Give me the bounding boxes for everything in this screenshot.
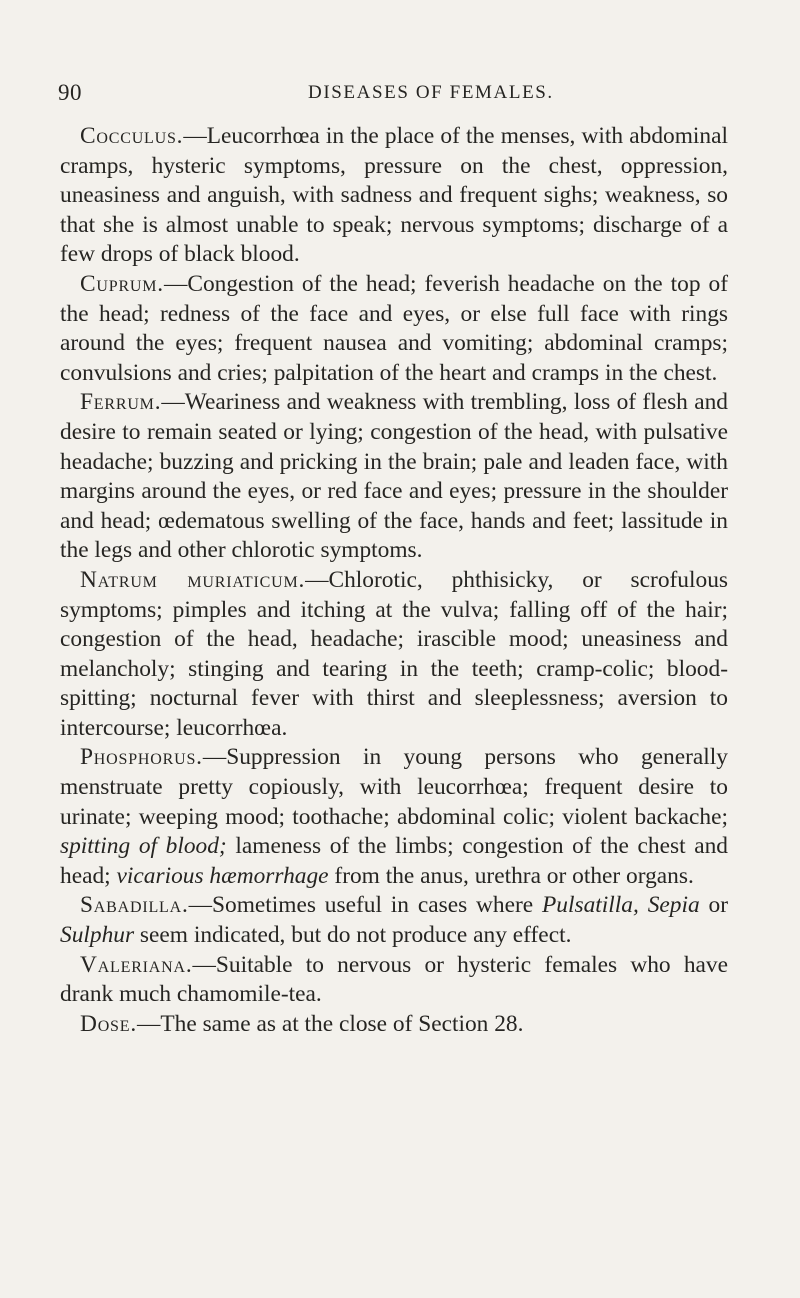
running-head: DISEASES OF FEMALES. xyxy=(308,82,554,103)
entry-text: —Suitable to nervous or hysteric females who have drank much chamomile-tea. xyxy=(60,951,728,1008)
entry-dose xyxy=(60,1010,728,1040)
entry-text: from the anus, urethra or other organs. xyxy=(328,862,694,889)
entry-text: —Weariness and weakness with trembling, loss of flesh and desire to remain seated or lying; congestion of the head, with pulsative headache; buzzing and pricking in the brain; pale and leaden face, with margins around the eyes, or red face and eyes; pressure in the shoulder and head; œdematous swelling of the face, hands and feet; lassitude in the legs and other chlorotic symptoms. xyxy=(60,389,728,564)
entry-ferrum xyxy=(60,388,728,566)
entry-natrum-muriaticum xyxy=(60,566,728,744)
body-text xyxy=(60,122,728,1039)
remedy-name: Cuprum. xyxy=(80,270,164,297)
entry-text: —Sometimes useful in cases where xyxy=(188,892,543,919)
italic-phrase: Sepia xyxy=(647,892,700,919)
remedy-name: Natrum muriaticum. xyxy=(80,566,306,593)
entry-text: or xyxy=(699,892,728,919)
italic-phrase: vicarious hæmorrhage xyxy=(116,862,329,889)
italic-phrase: spitting of blood; xyxy=(60,833,227,860)
entry-text xyxy=(639,892,648,918)
italic-phrase: Pulsatilla, xyxy=(542,892,639,919)
entry-cuprum xyxy=(60,270,728,388)
remedy-name: Phosphorus. xyxy=(80,744,203,771)
page-number: 90 xyxy=(58,80,82,105)
entry-text: —Congestion of the head; feverish headache on the top of the head; redness of the face and eyes, or else full face with rings around the eyes; frequent nausea and vomiting; abdominal cramps; convulsions and cries; palpitation of the heart and cramps in the chest. xyxy=(60,270,728,386)
page-header xyxy=(58,80,698,110)
entry-text: lameness of the limbs; congestion of the chest and head; xyxy=(60,833,728,889)
entry-text: seem indicated, but do not produce any effect. xyxy=(134,922,572,949)
remedy-name: Dose. xyxy=(80,1010,137,1037)
italic-phrase: Sulphur xyxy=(60,922,135,949)
entry-text: —Suppression in young persons who generally menstruate pretty copiously, with leucorrhœa; frequent desire to urinate; weeping mood; toothache; abdominal colic; violent backache; xyxy=(60,744,728,830)
entry-cocculus xyxy=(60,122,728,270)
remedy-name: Ferrum. xyxy=(80,389,162,416)
entry-phosphorus xyxy=(60,743,728,891)
entry-text: —The same as at the close of Section 28. xyxy=(136,1010,524,1037)
entry-valeriana xyxy=(60,951,728,1010)
remedy-name: Valeriana. xyxy=(80,951,193,978)
entry-text: —Leucorrhœa in the place of the menses, with abdominal cramps, hysteric symptoms, pressure on the chest, oppression, uneasiness and anguish, with sadness and frequent sighs; weakness, so that she is almost unable to speak; nervous symptoms; discharge of a few drops of black blood. xyxy=(60,123,728,268)
remedy-name: Sabadilla. xyxy=(80,892,189,919)
remedy-name: Cocculus. xyxy=(80,123,184,149)
entry-text: —Chlorotic, phthisicky, or scrofulous symptoms; pimples and itching at the vulva; falling off of the hair; congestion of the head, headache; irascible mood; uneasiness and melancholy; stinging and tearing in the teeth; cramp-colic; blood-spitting; nocturnal fever with thirst and sleeplessness; aversion to intercourse; leucorrhœa. xyxy=(60,566,728,741)
entry-sabadilla xyxy=(60,891,728,950)
